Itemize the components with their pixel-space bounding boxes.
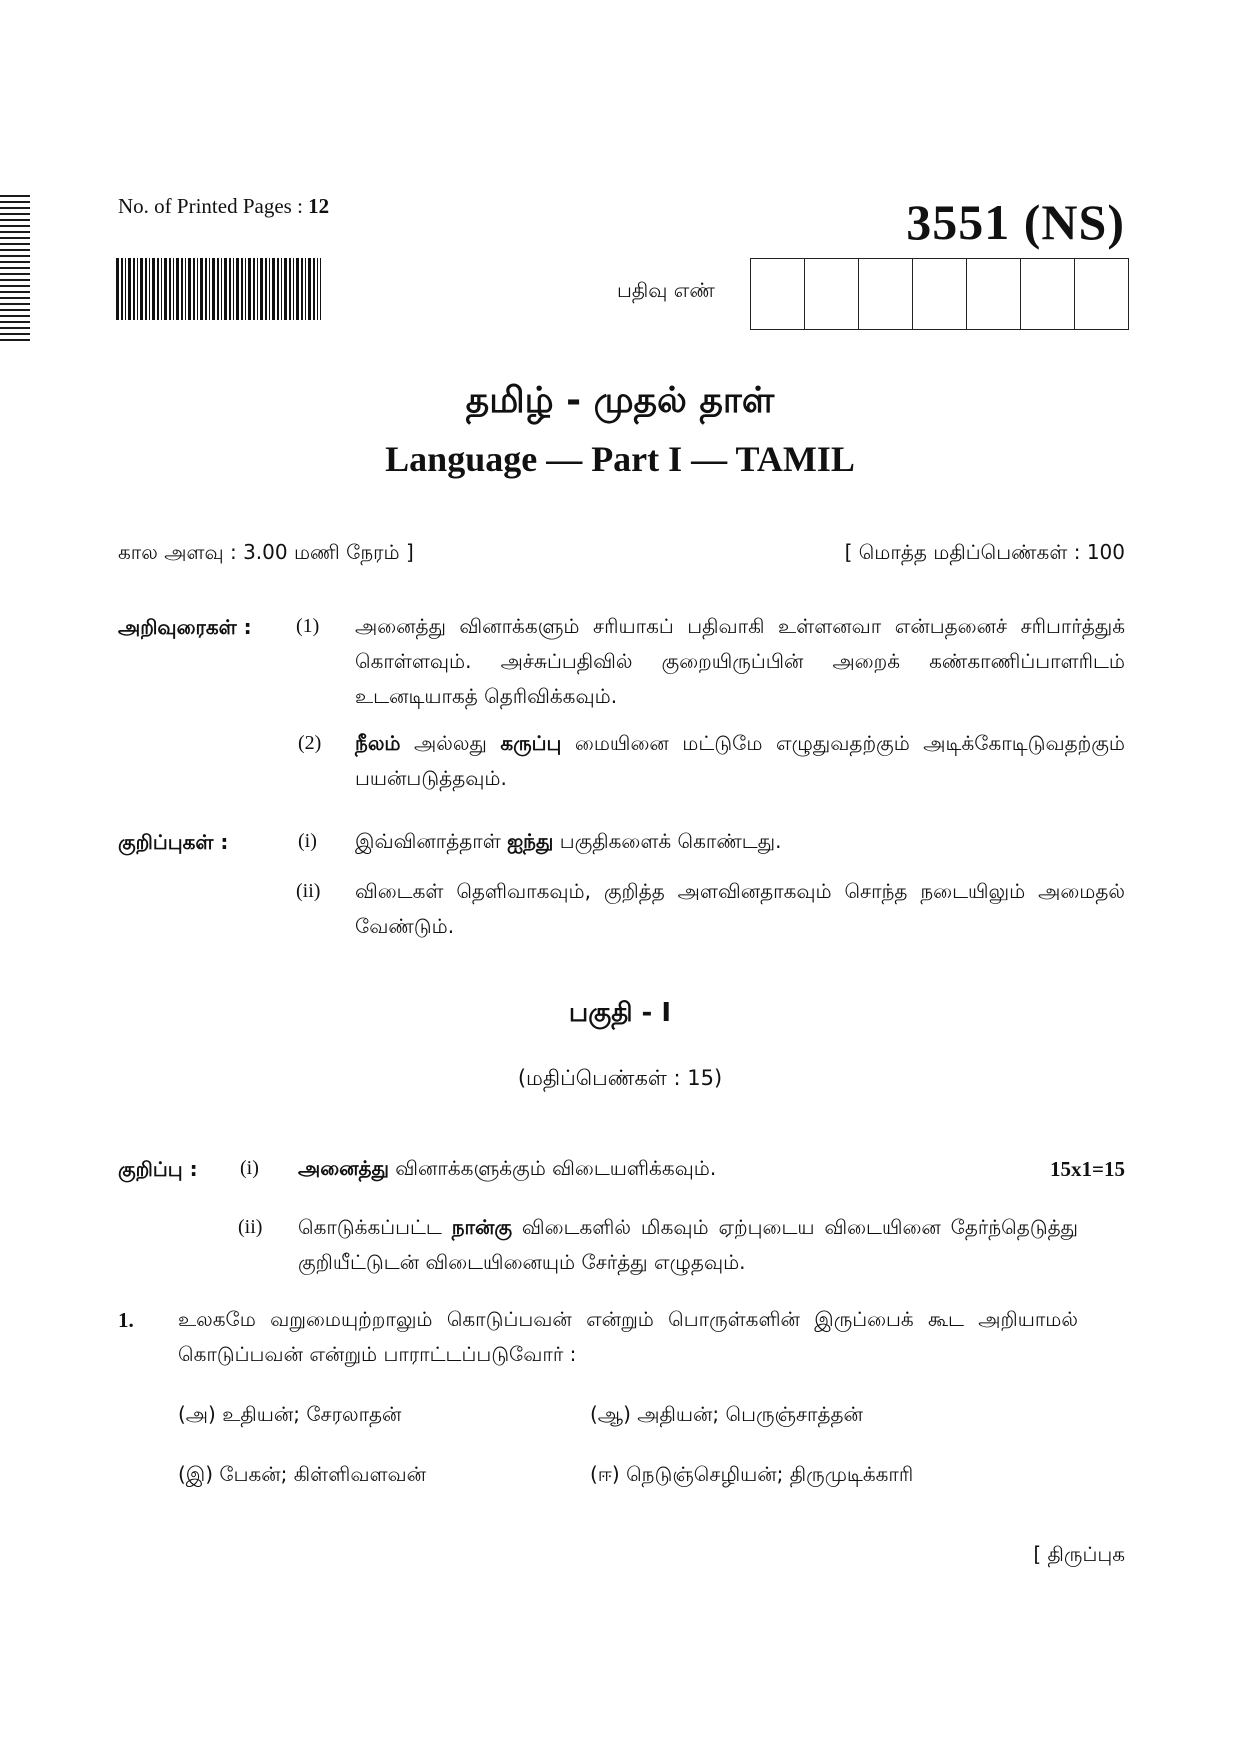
title-tamil: தமிழ் - முதல் தாள் [465, 380, 775, 421]
option-d: (ஈ) நெடுஞ்செழியன்; திருமுடிக்காரி [590, 1462, 914, 1486]
part-marks: (மதிப்பெண்கள் : 15) [517, 1066, 723, 1090]
option-b: (ஆ) அதியன்; பெருஞ்சாத்தன் [590, 1402, 863, 1426]
register-digit-box [1075, 259, 1128, 329]
printed-pages-info [118, 194, 329, 219]
printed-pages-count: 12 [308, 194, 330, 218]
exam-duration: கால அளவு : 3.00 மணி நேரம் ] [118, 540, 414, 564]
part-score: 15x1=15 [1050, 1157, 1125, 1181]
paper-code: 3551 (NS) [906, 194, 1125, 250]
option-c: (இ) பேகன்; கிள்ளிவளவன் [178, 1462, 427, 1486]
register-digit-box [751, 259, 805, 329]
turn-over-note: [ திருப்புக [1033, 1542, 1125, 1566]
title-english: Language — Part I — TAMIL [385, 439, 855, 479]
instruction-number: (1) [296, 615, 320, 637]
register-number-boxes [750, 258, 1129, 330]
instruction-text: அனைத்து வினாக்களும் சரியாகப் பதிவாகி உள்ளனவா என்பதனைச் சரிபார்த்துக் கொள்ளவும். அச்சுப்பதிவில் குறையிருப்பின் அறைக் கண்காணிப்பாளரிடம் உடனடியாகத் தெரிவிக்கவும். [355, 614, 1125, 708]
total-marks: [ மொத்த மதிப்பெண்கள் : 100 [844, 540, 1125, 564]
part-note-number: (ii) [238, 1216, 263, 1238]
question-number: 1. [118, 1308, 134, 1332]
question-text: உலகமே வறுமையுற்றாலும் கொடுப்பவன் என்றும் பொருள்களின் இருப்பைக் கூட அறியாமல் கொடுப்பவன் என்றும் பாராட்டப்படுவோர் : [178, 1307, 1078, 1366]
part-note-number: (i) [240, 1157, 259, 1179]
instruction-number: (2) [298, 732, 322, 754]
barcode [116, 258, 321, 320]
part-title: பகுதி - I [568, 998, 672, 1028]
register-digit-box [805, 259, 859, 329]
note-text: இவ்வினாத்தாள் ஐந்து பகுதிகளைக் கொண்டது. [355, 829, 782, 853]
printed-pages-label: No. of Printed Pages : [118, 194, 309, 218]
register-digit-box [967, 259, 1021, 329]
note-number: (i) [298, 830, 317, 852]
register-digit-box [859, 259, 913, 329]
register-number-label: பதிவு எண் [617, 278, 715, 302]
note-number: (ii) [296, 880, 321, 902]
register-digit-box [913, 259, 967, 329]
instruction-text: நீலம் அல்லது கருப்பு மையினை மட்டுமே எழுதுவதற்கும் அடிக்கோடிடுவதற்கும் பயன்படுத்தவும். [355, 731, 1125, 790]
ink-black: கருப்பு [500, 731, 562, 755]
part-note-text: அனைத்து வினாக்களுக்கும் விடையளிக்கவும். [298, 1156, 717, 1180]
side-registration-marks [0, 195, 30, 345]
notes-label: குறிப்புகள் : [118, 830, 229, 854]
part-note-label: குறிப்பு : [118, 1157, 198, 1181]
register-digit-box [1021, 259, 1075, 329]
note-text: விடைகள் தெளிவாகவும், குறித்த அளவினதாகவும் சொந்த நடையிலும் அமைதல் வேண்டும். [355, 879, 1125, 938]
part-note-text: கொடுக்கப்பட்ட நான்கு விடைகளில் மிகவும் ஏற்புடைய விடையினை தேர்ந்தெடுத்து குறியீட்டுடன் விடையினையும் சேர்த்து எழுதவும். [298, 1215, 1078, 1274]
instructions-label: அறிவுரைகள் : [118, 615, 252, 639]
ink-blue: நீலம் [355, 731, 401, 755]
option-a: (அ) உதியன்; சேரலாதன் [178, 1402, 402, 1426]
